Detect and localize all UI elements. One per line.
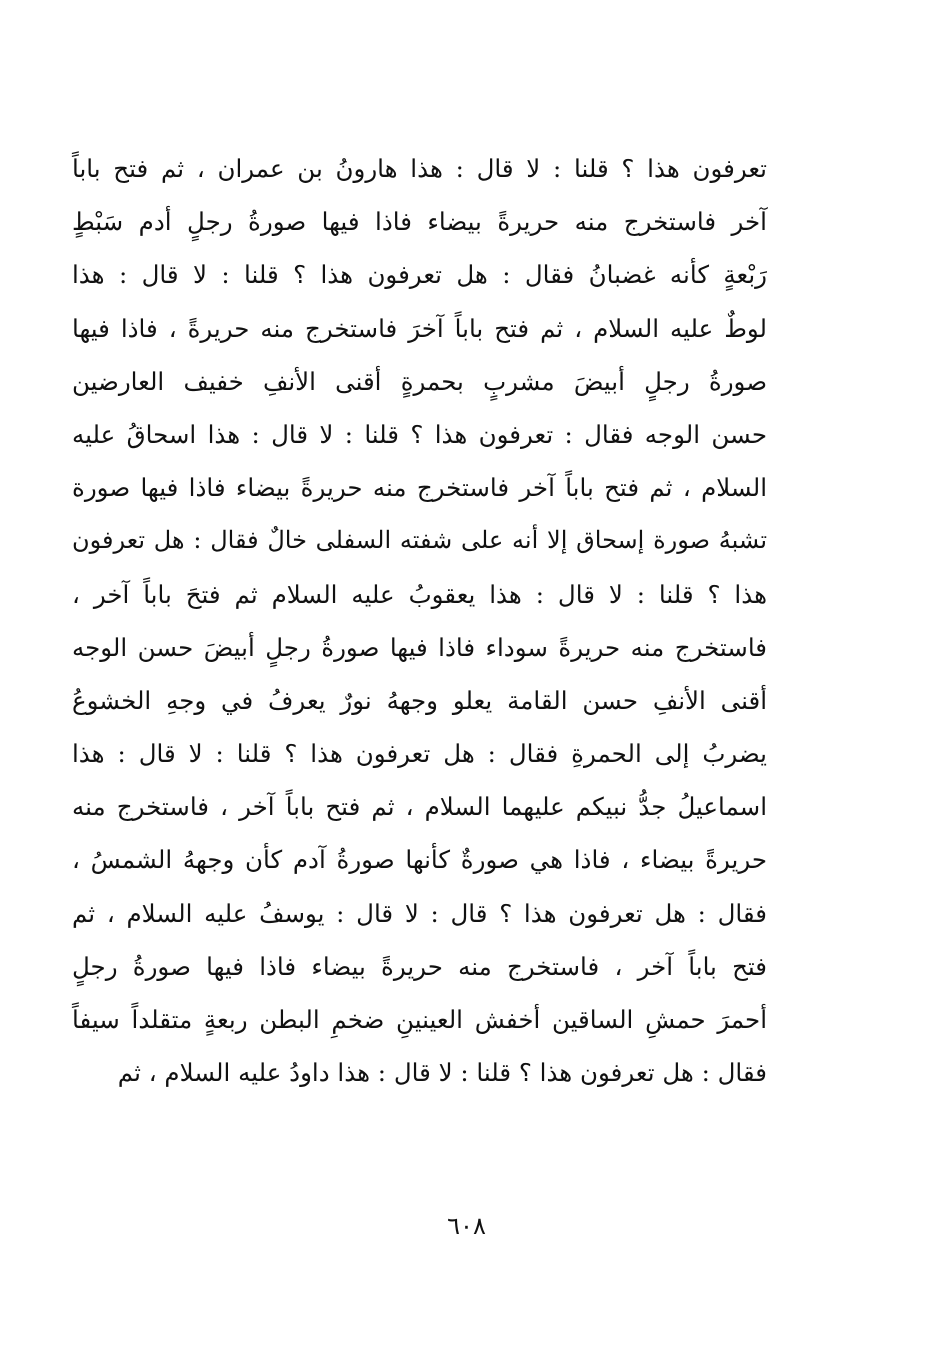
text-line: هذا ؟ قلنا : لا قال : هذا يعقوبُ عليه السلام ثم فتحَ باباً آخر ، <box>72 579 767 609</box>
text-line: حريرةً بيضاء ، فاذا هي صورةٌ كأنها صورةُ آدم كأن وجههُ الشمسُ ، <box>72 845 767 875</box>
text-line: فاستخرج منه حريرةً سوداء فاذا فيها صورةُ رجلٍ أبيضَ حسن الوجه <box>72 632 767 662</box>
text-line: حسن الوجه فقال : تعرفون هذا ؟ قلنا : لا قال : هذا اسحاقُ عليه <box>72 419 767 449</box>
text-line: أقنى الأنفِ حسن القامة يعلو وجههُ نورٌ يعرفُ في وجهِ الخشوعُ <box>72 685 767 715</box>
text-line: رَبْعةٍ كأنه غضبانُ فقال : هل تعرفون هذا ؟ قلنا : لا قال : هذا <box>72 260 767 290</box>
page-number: ٦٠٨ <box>447 1212 486 1240</box>
text-line: صورةُ رجلٍ أبيضَ مشربٍ بحمرةٍ أقنى الأنفِ خفيف العارضين <box>72 366 767 396</box>
text-line: السلام ، ثم فتح باباً آخر فاستخرج منه حريرةً بيضاء فاذا فيها صورة <box>72 473 767 503</box>
text-line: يضربُ إلى الحمرةِ فقال : هل تعرفون هذا ؟ قلنا : لا قال : هذا <box>72 739 767 769</box>
text-line: فقال : هل تعرفون هذا ؟ قلنا : لا قال : هذا داودُ عليه السلام ، ثم <box>117 1058 767 1088</box>
text-line: فتح باباً آخر ، فاستخرج منه حريرةً بيضاء فاذا فيها صورةُ رجلٍ <box>72 951 767 981</box>
text-line: تعرفون هذا ؟ قلنا : لا قال : هذا هارونُ بن عمران ، ثم فتح باباً <box>72 154 767 183</box>
body-text <box>72 142 767 1099</box>
text-line: آخر فاستخرج منه حريرةً بيضاء فاذا فيها صورةُ رجلٍ أدم سَبْطٍ <box>72 207 767 237</box>
text-line: اسماعيلُ جدُّ نبيكم عليهما السلام ، ثم فتح باباً آخر ، فاستخرج منه <box>72 792 767 822</box>
text-line: تشبهُ صورة إسحاق إلا أنه على شفته السفلى خالٌ فقال : هل تعرفون <box>72 526 767 555</box>
text-line: لوطٌ عليه السلام ، ثم فتح باباً آخرَ فاستخرج منه حريرةً ، فاذا فيها <box>72 313 767 343</box>
text-line: أحمرَ حمشِ الساقين أخفش العينينِ ضخمِ البطن ربعةٍ متقلداً سيفاً <box>72 1005 767 1034</box>
text-line: فقال : هل تعرفون هذا ؟ قال : لا قال : يوسفُ عليه السلام ، ثم <box>72 898 767 928</box>
